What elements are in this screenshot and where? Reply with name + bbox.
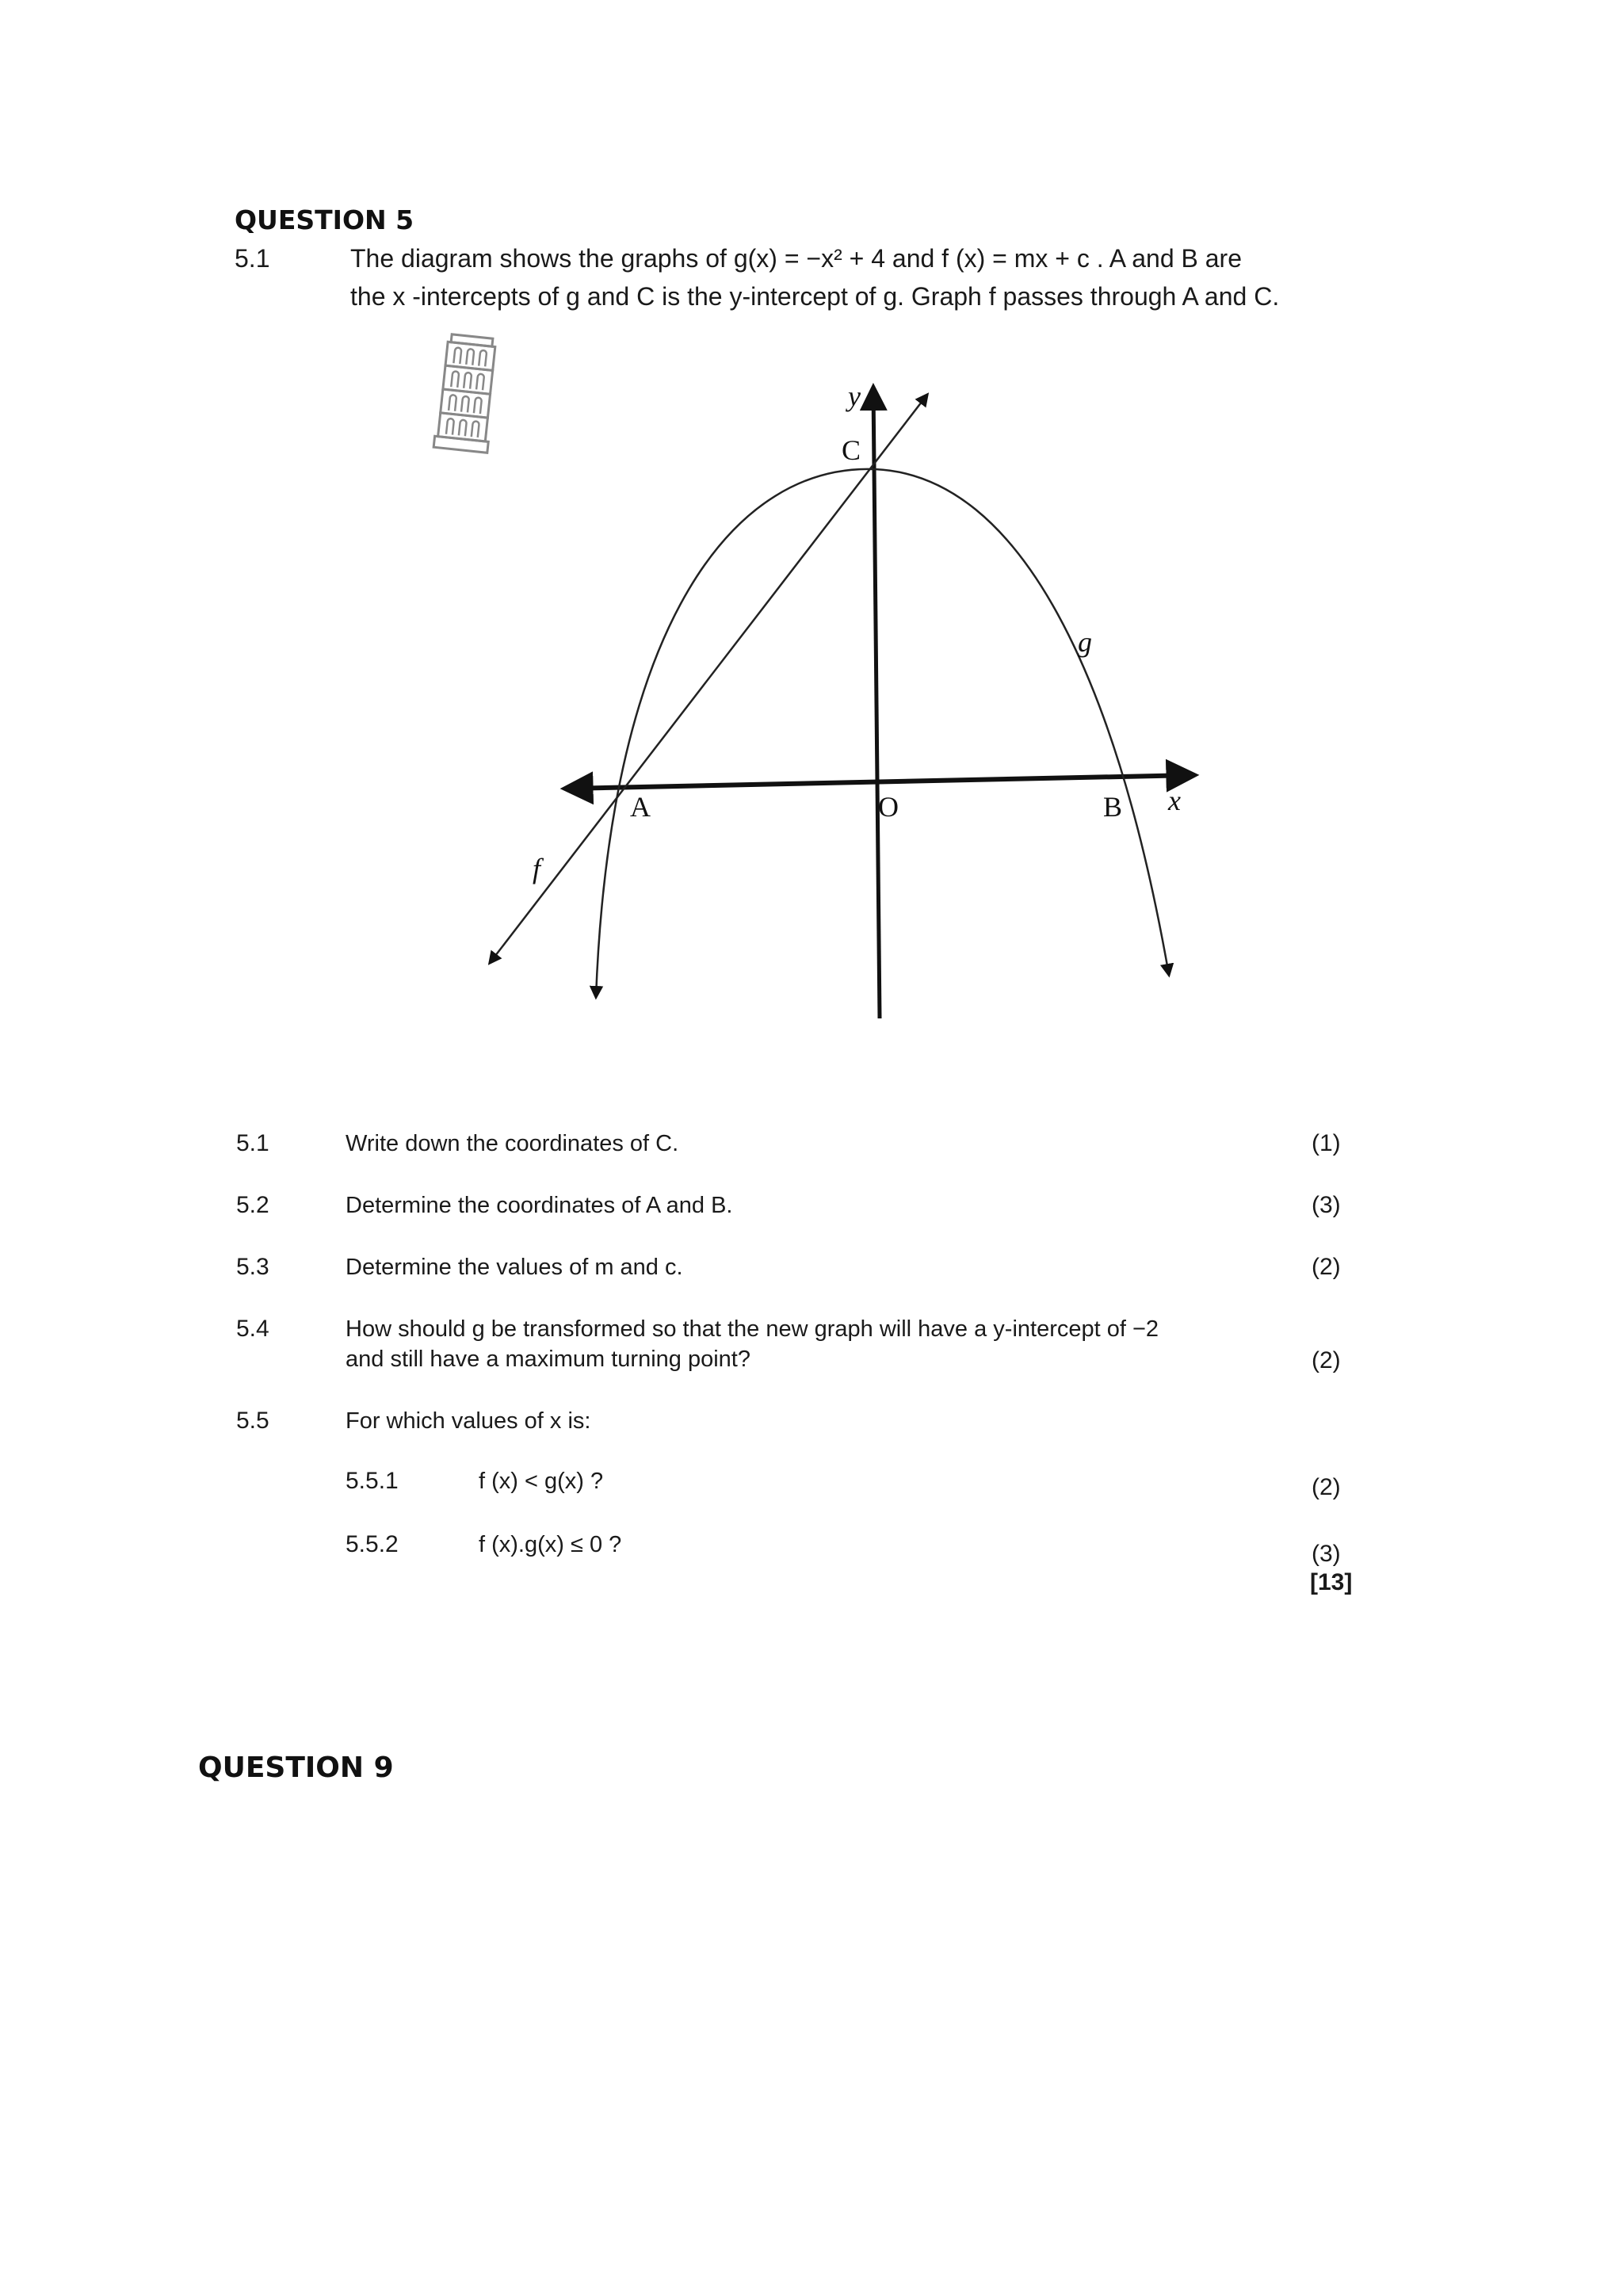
item-text: For which values of x is:: [346, 1408, 591, 1434]
item-number: 5.1: [236, 1130, 269, 1156]
question-5-heading: QUESTION 5: [235, 204, 414, 235]
subitem-mark: (3): [1312, 1541, 1341, 1567]
point-b-label: B: [1103, 791, 1123, 823]
item-text: Determine the coordinates of A and B.: [346, 1193, 733, 1218]
item-mark: (2): [1312, 1347, 1341, 1373]
item-mark: (1): [1312, 1130, 1341, 1156]
point-a-label: A: [630, 791, 651, 823]
intro-line-1: The diagram shows the graphs of g(x) = −x² + 4 and f (x) = mx + c . A and B are: [350, 244, 1242, 273]
item-text: Write down the coordinates of C.: [346, 1131, 679, 1156]
x-axis-label: x: [1168, 785, 1181, 816]
x-axis: [567, 775, 1193, 789]
y-axis: [873, 388, 880, 1018]
subitem-number: 5.5.2: [346, 1531, 399, 1557]
question-total: [13]: [1310, 1569, 1353, 1595]
item-number: 5.4: [236, 1316, 269, 1342]
item-mark: (3): [1312, 1192, 1341, 1218]
item-mark: (2): [1312, 1254, 1341, 1280]
intro-line-2: the x -intercepts of g and C is the y-intercept of g. Graph f passes through A and C.: [350, 282, 1280, 311]
subitem-expression: f (x).g(x) ≤ 0 ?: [479, 1532, 622, 1557]
graph-diagram: [412, 333, 1205, 1030]
item-text: How should g be transformed so that the new graph will have a y-intercept of −2: [346, 1316, 1159, 1342]
item-text-line2: and still have a maximum turning point?: [346, 1347, 750, 1372]
item-number: 5.2: [236, 1192, 269, 1218]
subitem-number: 5.5.1: [346, 1468, 399, 1494]
graph-g-parabola: [596, 469, 1169, 997]
graph-f-label: f: [533, 853, 541, 884]
subitem-expression: f (x) < g(x) ?: [479, 1469, 604, 1494]
item-number: 5.5: [236, 1408, 269, 1434]
item-text: Determine the values of m and c.: [346, 1255, 683, 1280]
graph-f-line: [490, 395, 927, 963]
graph-g-label: g: [1078, 626, 1092, 658]
point-c-label: C: [842, 434, 861, 466]
item-number: 5.3: [236, 1254, 269, 1280]
origin-label: O: [878, 791, 899, 823]
intro-number: 5.1: [235, 244, 270, 273]
subitem-mark: (2): [1312, 1474, 1341, 1500]
question-9-heading: QUESTION 9: [198, 1752, 394, 1784]
y-axis-label: y: [848, 380, 861, 412]
